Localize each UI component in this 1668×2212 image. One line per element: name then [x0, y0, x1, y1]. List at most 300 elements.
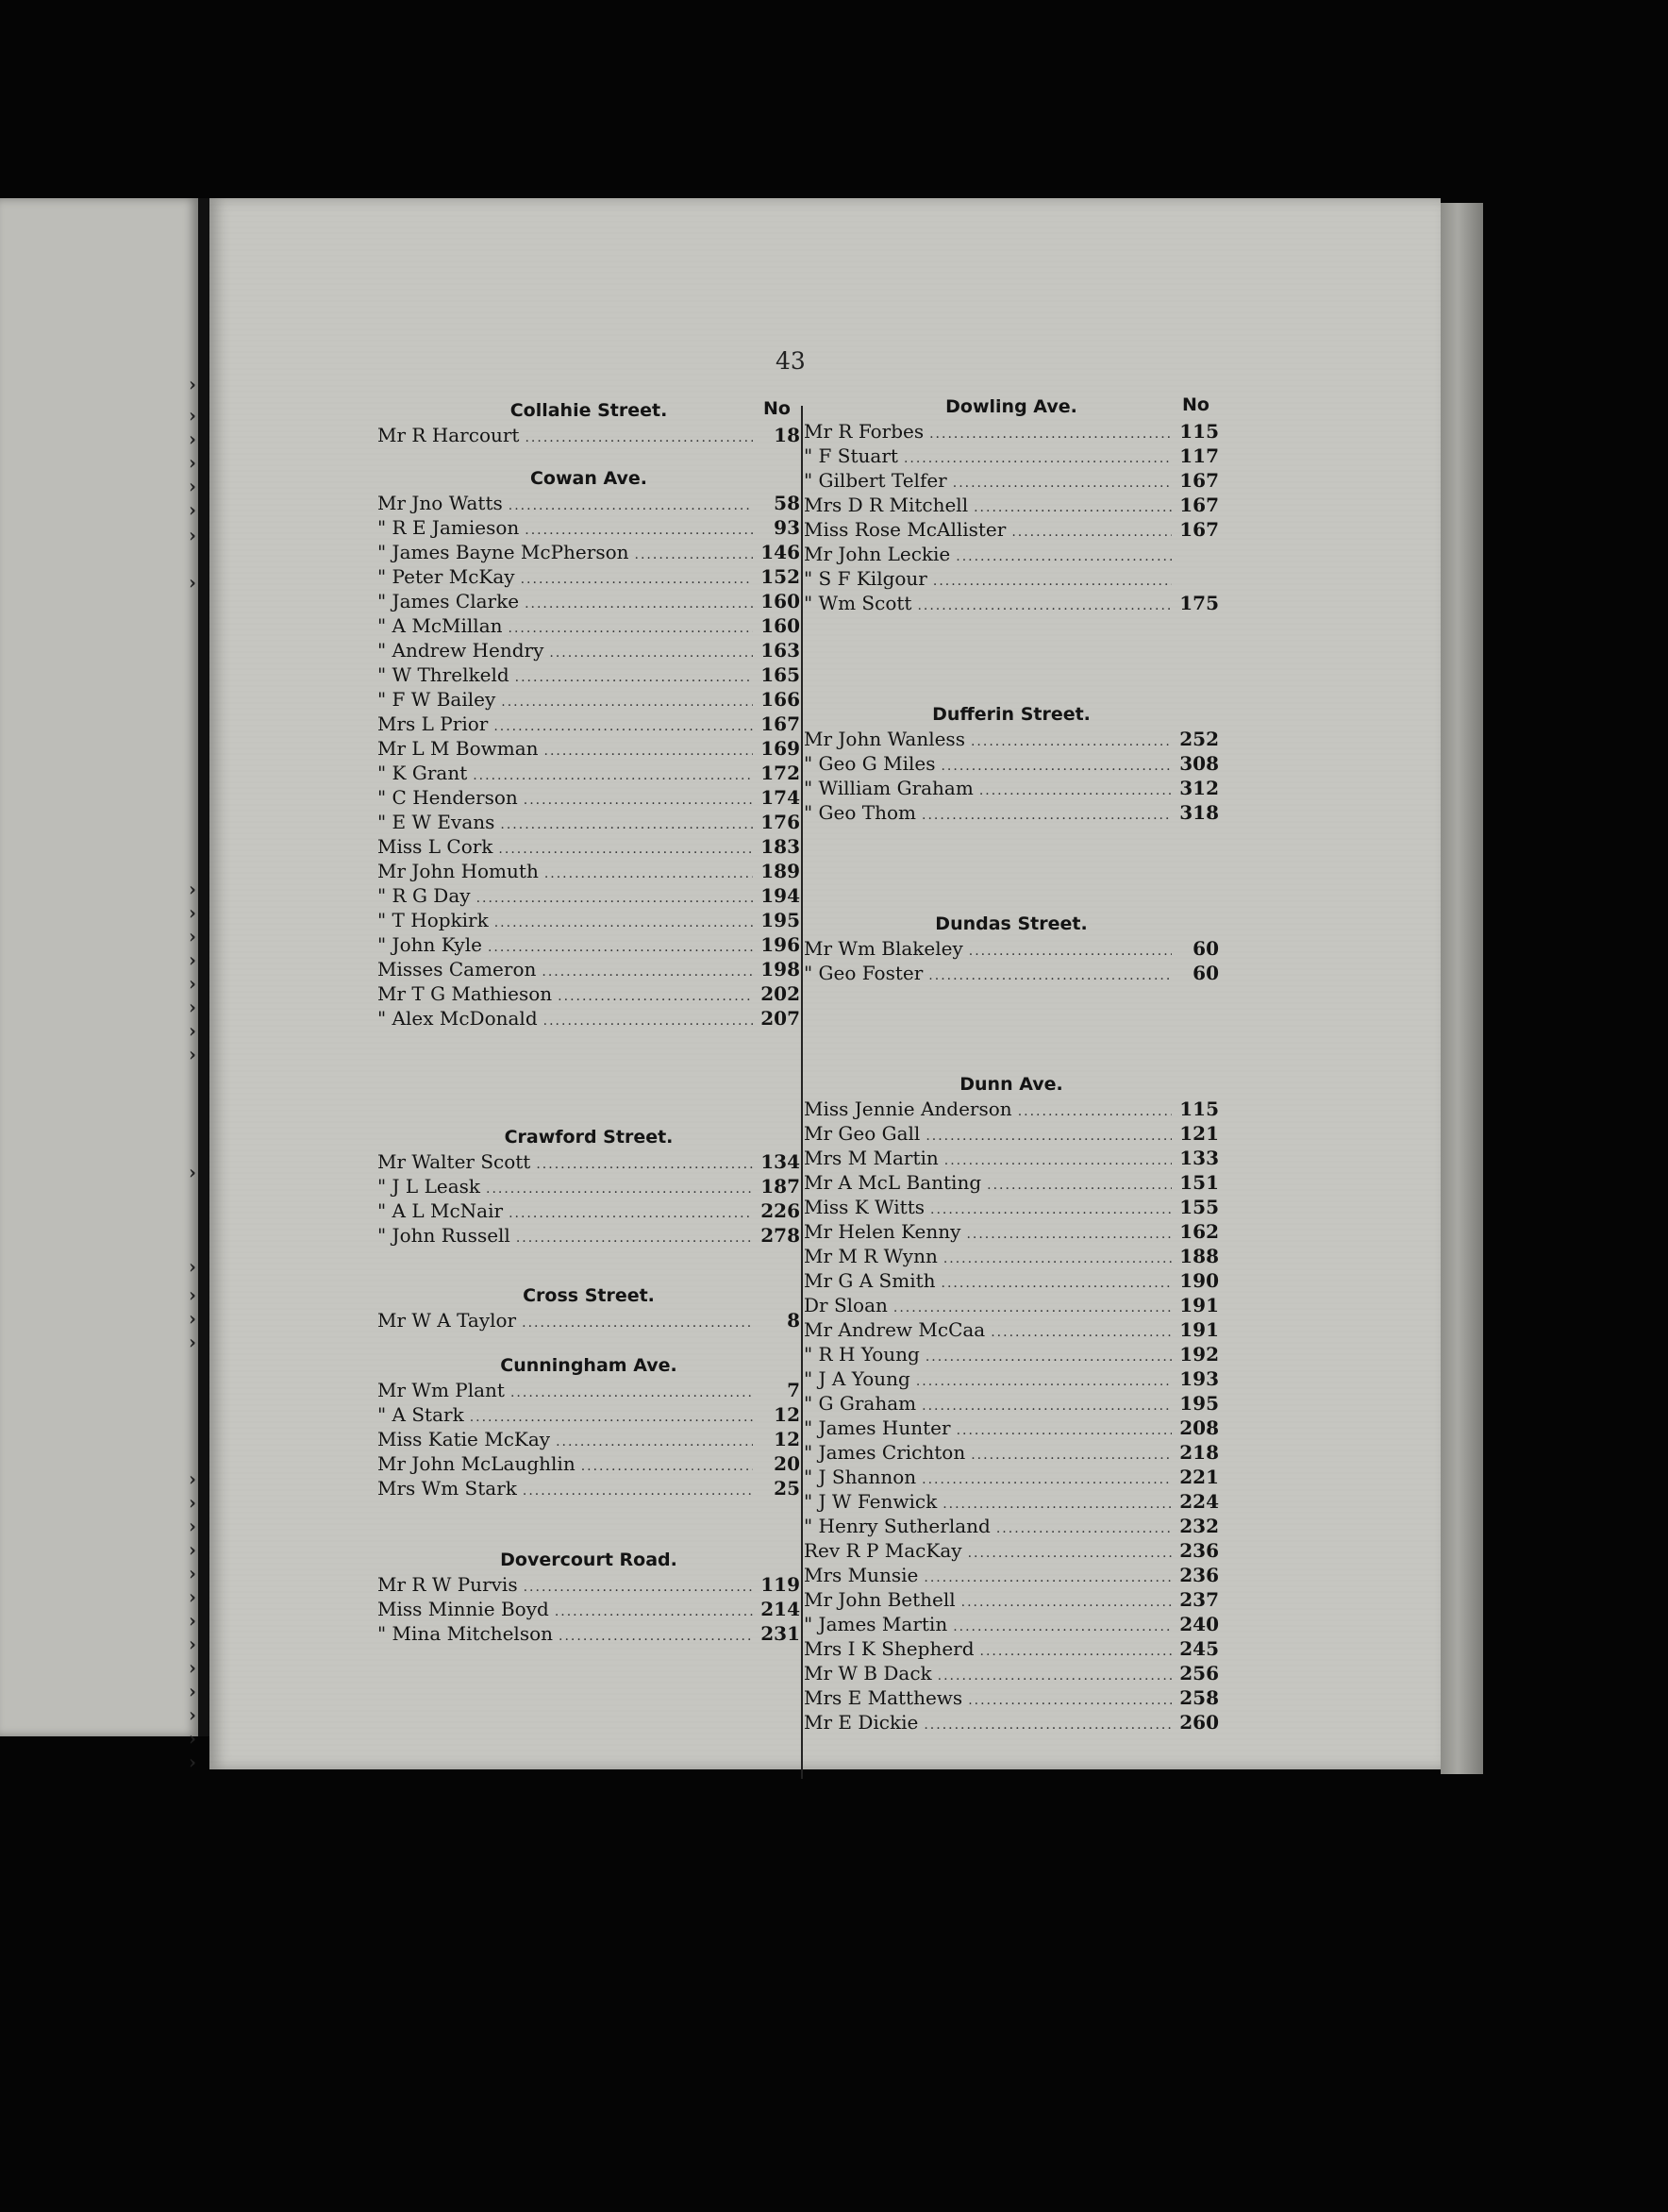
house-number: 7 [787, 1379, 800, 1401]
resident-name: " Geo Foster [804, 962, 924, 984]
resident-name: Mrs L Prior [377, 712, 489, 735]
resident-name: Mrs M Martin [804, 1147, 939, 1169]
house-number: 245 [1179, 1637, 1219, 1660]
leader-dots [543, 1009, 753, 1031]
house-number: 208 [1179, 1416, 1219, 1439]
directory-entry [804, 1146, 1219, 1170]
margin-mark: › [189, 1043, 196, 1065]
resident-name: Mr John Bethell [804, 1588, 956, 1611]
house-number: 175 [1179, 592, 1219, 614]
resident-name: " Andrew Hendry [377, 639, 544, 662]
leader-dots [929, 422, 1172, 444]
leader-dots [509, 494, 753, 515]
leader-dots [522, 1311, 753, 1332]
directory-entry [804, 1268, 1219, 1293]
resident-name: " A Stark [377, 1403, 464, 1426]
margin-mark: › [189, 1283, 196, 1306]
column-divider [801, 406, 803, 1779]
street-section [377, 398, 800, 447]
leader-dots [486, 1177, 753, 1198]
directory-entry [804, 1317, 1219, 1342]
house-number: 224 [1179, 1490, 1219, 1513]
street-heading: Cowan Ave. [529, 468, 648, 489]
leader-dots [544, 739, 754, 761]
resident-name: Mr R Forbes [804, 420, 925, 443]
resident-name: " William Graham [804, 777, 974, 799]
leader-dots [942, 1271, 1172, 1293]
house-number: 172 [760, 762, 800, 784]
resident-name: Mr Andrew McCaa [804, 1318, 986, 1341]
resident-name: Mr Jno Watts [377, 492, 503, 514]
resident-name: Miss Minnie Boyd [377, 1598, 549, 1620]
resident-name: Mr G A Smith [804, 1269, 936, 1292]
resident-name: " C Henderson [377, 786, 518, 809]
leader-dots [979, 779, 1172, 800]
leader-dots [904, 446, 1172, 468]
margin-mark: › [189, 1491, 196, 1514]
resident-name: Mrs D R Mitchell [804, 494, 969, 516]
leader-dots [996, 1517, 1172, 1538]
resident-name: Mr John Homuth [377, 860, 539, 882]
house-number: 163 [760, 639, 800, 662]
resident-name: Mr E Dickie [804, 1711, 919, 1734]
resident-name: " James Clarke [377, 590, 520, 612]
directory-entry [377, 1006, 800, 1031]
leader-dots [926, 1345, 1172, 1366]
leader-dots [969, 939, 1172, 961]
leader-dots [922, 803, 1172, 825]
directory-entry [377, 883, 800, 908]
directory-entry [377, 1308, 800, 1332]
house-number: 188 [1179, 1245, 1219, 1267]
margin-mark: › [189, 1019, 196, 1042]
leader-dots [938, 1664, 1172, 1685]
resident-name: " J L Leask [377, 1175, 480, 1198]
directory-entry [377, 761, 800, 785]
leader-dots [525, 426, 753, 447]
resident-name: " James Bayne McPherson [377, 541, 629, 563]
directory-entry [804, 1170, 1219, 1195]
street-section [804, 394, 1219, 615]
margin-mark: › [189, 1562, 196, 1584]
directory-entry [377, 1198, 800, 1223]
house-number: 18 [774, 424, 800, 446]
directory-entry [804, 1219, 1219, 1244]
resident-name: Misses Cameron [377, 958, 537, 980]
street-section [377, 1283, 800, 1332]
house-number: 193 [1179, 1367, 1219, 1390]
margin-mark: › [189, 1727, 196, 1750]
margin-mark: › [189, 878, 196, 900]
directory-entry [377, 908, 800, 932]
leader-dots [525, 592, 753, 613]
resident-name: Miss Rose McAllister [804, 518, 1007, 541]
page-edge-stack [1441, 203, 1483, 1774]
leader-dots [980, 1639, 1172, 1661]
leader-dots [494, 911, 753, 932]
directory-entry [377, 1597, 800, 1621]
margin-mark: › [189, 1585, 196, 1608]
resident-name: Mrs I K Shepherd [804, 1637, 975, 1660]
house-number: 167 [1179, 518, 1219, 541]
directory-entry [377, 1427, 800, 1451]
resident-name: Mr T G Mathieson [377, 982, 553, 1005]
directory-entry [377, 1174, 800, 1198]
directory-entry [377, 638, 800, 662]
house-number: 155 [1179, 1196, 1219, 1218]
leader-dots [542, 960, 753, 981]
directory-entry [804, 1244, 1219, 1268]
leader-dots [488, 935, 753, 957]
house-number: 115 [1179, 420, 1219, 443]
margin-mark: › [189, 524, 196, 546]
margin-mark: › [189, 1538, 196, 1561]
house-number: 308 [1179, 752, 1219, 775]
directory-entry [804, 800, 1219, 825]
leader-dots [924, 1713, 1172, 1734]
resident-name: " Henry Sutherland [804, 1515, 991, 1537]
facing-page-margin-marks [183, 198, 196, 1773]
directory-entry [804, 776, 1219, 800]
leader-dots [893, 1296, 1172, 1317]
resident-name: Mr John Wanless [804, 728, 965, 750]
resident-name: " R G Day [377, 884, 471, 907]
leader-dots [953, 471, 1172, 493]
house-number: 58 [774, 492, 800, 514]
leader-dots [509, 1201, 753, 1223]
resident-name: Mrs Wm Stark [377, 1477, 517, 1500]
directory-entry [804, 419, 1219, 444]
house-number: 12 [774, 1428, 800, 1450]
leader-dots [524, 788, 753, 810]
number-column-header: No [763, 398, 791, 419]
leader-dots [524, 1575, 753, 1597]
leader-dots [635, 543, 753, 564]
house-number: 169 [760, 737, 800, 760]
house-number: 226 [760, 1199, 800, 1222]
street-heading: Cunningham Ave. [500, 1355, 677, 1376]
resident-name: Mr Wm Plant [377, 1379, 505, 1401]
number-column-header: No [1182, 394, 1209, 415]
resident-name: Mrs E Matthews [804, 1686, 963, 1709]
directory-entry [804, 727, 1219, 751]
margin-mark: › [189, 1609, 196, 1632]
house-number: 231 [760, 1622, 800, 1645]
resident-name: Mr A McL Banting [804, 1171, 982, 1194]
leader-dots [943, 1247, 1172, 1268]
house-number: 174 [760, 786, 800, 809]
resident-name: " G Graham [804, 1392, 917, 1415]
margin-mark: › [189, 1331, 196, 1353]
house-number: 20 [774, 1452, 800, 1475]
house-number: 162 [1179, 1220, 1219, 1243]
resident-name: Miss Jennie Anderson [804, 1098, 1012, 1120]
directory-entry [377, 1621, 800, 1646]
leader-dots [916, 1369, 1172, 1391]
directory-entry [377, 932, 800, 957]
resident-name: Mr Helen Kenny [804, 1220, 961, 1243]
resident-name: Mr John Leckie [804, 543, 951, 565]
margin-mark: › [189, 451, 196, 474]
margin-mark: › [189, 1515, 196, 1537]
directory-entry [804, 1710, 1219, 1734]
leader-dots [549, 641, 753, 662]
leader-dots [968, 1688, 1172, 1710]
directory-entry [377, 1378, 800, 1402]
leader-dots [523, 1479, 753, 1500]
house-number: 192 [1179, 1343, 1219, 1366]
directory-entry [804, 517, 1219, 542]
house-number: 191 [1179, 1318, 1219, 1341]
leader-dots [928, 964, 1172, 985]
house-number: 194 [760, 884, 800, 907]
directory-entry [377, 423, 800, 447]
house-number: 198 [760, 958, 800, 980]
directory-entry [377, 564, 800, 589]
directory-entry [804, 591, 1219, 615]
street-heading: Dundas Street. [935, 913, 1088, 934]
directory-entry [804, 1293, 1219, 1317]
house-number: 214 [760, 1598, 800, 1620]
resident-name: Mr R Harcourt [377, 424, 520, 446]
leader-dots [493, 714, 753, 736]
directory-entry [377, 613, 800, 638]
house-number: 278 [760, 1224, 800, 1247]
resident-name: " T Hopkirk [377, 909, 489, 931]
directory-entry [377, 662, 800, 687]
resident-name: Rev R P MacKay [804, 1539, 962, 1562]
resident-name: " F W Bailey [377, 688, 496, 711]
margin-mark: › [189, 427, 196, 450]
leader-dots [509, 616, 753, 638]
directory-entry [804, 936, 1219, 961]
directory-entry [804, 1391, 1219, 1416]
directory-entry [804, 1366, 1219, 1391]
resident-name: " J Shannon [804, 1466, 917, 1488]
directory-entry [377, 1451, 800, 1476]
resident-name: " James Martin [804, 1613, 948, 1635]
leader-dots [510, 1381, 753, 1402]
house-number: 167 [1179, 494, 1219, 516]
margin-mark: › [189, 1255, 196, 1278]
street-heading: Dovercourt Road. [500, 1550, 677, 1570]
directory-entry [377, 859, 800, 883]
street-heading: Dowling Ave. [945, 396, 1077, 417]
leader-dots [922, 1467, 1172, 1489]
leader-dots [917, 594, 1172, 615]
leader-dots [926, 1124, 1172, 1146]
house-number: 236 [1179, 1564, 1219, 1586]
resident-name: " James Hunter [804, 1416, 951, 1439]
directory-entry [377, 491, 800, 515]
leader-dots [470, 1405, 753, 1427]
leader-dots [944, 1148, 1172, 1170]
directory-entry [377, 589, 800, 613]
directory-entry [804, 1587, 1219, 1612]
house-number: 166 [760, 688, 800, 711]
resident-name: " A L McNair [377, 1199, 504, 1222]
house-number: 237 [1179, 1588, 1219, 1611]
resident-name: " James Crichton [804, 1441, 966, 1464]
resident-name: " Alex McDonald [377, 1007, 538, 1030]
margin-mark: › [189, 901, 196, 924]
leader-dots [961, 1590, 1172, 1612]
street-heading: Crawford Street. [504, 1127, 674, 1148]
leader-dots [953, 1615, 1172, 1636]
house-number: 151 [1179, 1171, 1219, 1194]
margin-mark: › [189, 1751, 196, 1773]
directory-entry [377, 1149, 800, 1174]
resident-name: " K Grant [377, 762, 468, 784]
directory-entry [804, 1097, 1219, 1121]
directory-entry [804, 1489, 1219, 1514]
house-number: 121 [1179, 1122, 1219, 1145]
directory-entry [804, 1514, 1219, 1538]
resident-name: Mr Geo Gall [804, 1122, 921, 1145]
resident-name: " John Russell [377, 1224, 510, 1247]
directory-entry [377, 834, 800, 859]
margin-mark: › [189, 948, 196, 971]
house-number: 202 [760, 982, 800, 1005]
directory-entry [804, 961, 1219, 985]
resident-name: " J W Fenwick [804, 1490, 938, 1513]
leader-dots [957, 1418, 1172, 1440]
house-number: 25 [774, 1477, 800, 1500]
leader-dots [544, 862, 753, 883]
leader-dots [476, 886, 753, 908]
street-heading: Cross Street. [523, 1285, 655, 1306]
margin-mark: › [189, 996, 196, 1018]
directory-entry [377, 785, 800, 810]
resident-name: " John Kyle [377, 933, 482, 956]
directory-entry [804, 542, 1219, 566]
directory-entry [804, 1121, 1219, 1146]
directory-entry [377, 810, 800, 834]
house-number: 183 [760, 835, 800, 858]
resident-name: " J A Young [804, 1367, 910, 1390]
resident-name: Miss Katie McKay [377, 1428, 551, 1450]
resident-name: " R H Young [804, 1343, 920, 1366]
house-number: 176 [760, 811, 800, 833]
resident-name: " Wm Scott [804, 592, 912, 614]
directory-entry [377, 957, 800, 981]
resident-name: Mr Wm Blakeley [804, 937, 963, 960]
resident-name: Mr W A Taylor [377, 1309, 517, 1332]
street-heading: Dunn Ave. [959, 1074, 1063, 1095]
directory-entry [804, 1342, 1219, 1366]
leader-dots [1018, 1099, 1172, 1121]
leader-dots [501, 690, 753, 712]
directory-entry [804, 468, 1219, 493]
street-section [804, 1072, 1219, 1734]
leader-dots [515, 665, 753, 687]
directory-entry [804, 751, 1219, 776]
directory-entry [377, 1572, 800, 1597]
street-section [804, 912, 1219, 985]
margin-mark: › [189, 1161, 196, 1183]
leader-dots [558, 984, 753, 1006]
margin-mark: › [189, 1633, 196, 1655]
leader-dots [1011, 520, 1172, 542]
directory-entry [804, 566, 1219, 591]
resident-name: Mrs Munsie [804, 1564, 919, 1586]
house-number: 187 [760, 1175, 800, 1198]
directory-entry [804, 1465, 1219, 1489]
directory-entry [804, 444, 1219, 468]
directory-entry [377, 515, 800, 540]
leader-dots [941, 754, 1172, 776]
resident-name: " A McMillan [377, 614, 503, 637]
street-section [377, 1353, 800, 1500]
margin-mark: › [189, 498, 196, 521]
directory-entry [377, 1223, 800, 1248]
directory-entry [804, 1636, 1219, 1661]
resident-name: " Peter McKay [377, 565, 515, 588]
margin-mark: › [189, 404, 196, 427]
house-number: 256 [1179, 1662, 1219, 1684]
margin-mark: › [189, 1656, 196, 1679]
house-number: 236 [1179, 1539, 1219, 1562]
house-number: 152 [760, 565, 800, 588]
house-number: 160 [760, 614, 800, 637]
directory-entry [804, 493, 1219, 517]
leader-dots [521, 567, 753, 589]
resident-name: " S F Kilgour [804, 567, 927, 590]
resident-name: Miss L Cork [377, 835, 493, 858]
resident-name: Dr Sloan [804, 1294, 888, 1316]
leader-dots [498, 837, 753, 859]
house-number: 221 [1179, 1466, 1219, 1488]
resident-name: Mr R W Purvis [377, 1573, 518, 1596]
leader-dots [987, 1173, 1172, 1195]
house-number: 167 [760, 712, 800, 735]
house-number: 240 [1179, 1613, 1219, 1635]
directory-entry [377, 712, 800, 736]
leader-dots [525, 518, 753, 540]
house-number: 195 [1179, 1392, 1219, 1415]
house-number: 119 [760, 1573, 800, 1596]
margin-mark: › [189, 972, 196, 995]
directory-entry [804, 1661, 1219, 1685]
leader-dots [956, 545, 1172, 566]
leader-dots [933, 569, 1172, 591]
resident-name: " E W Evans [377, 811, 495, 833]
directory-entry [377, 540, 800, 564]
leader-dots [556, 1430, 753, 1451]
house-number: 207 [760, 1007, 800, 1030]
directory-entry [804, 1612, 1219, 1636]
directory-entry [804, 1195, 1219, 1219]
house-number: 196 [760, 933, 800, 956]
directory-entry [377, 981, 800, 1006]
house-number: 8 [787, 1309, 800, 1332]
house-number: 318 [1179, 801, 1219, 824]
directory-entry [804, 1416, 1219, 1440]
resident-name: Mr John McLaughlin [377, 1452, 575, 1475]
margin-mark: › [189, 1307, 196, 1330]
house-number: 195 [760, 909, 800, 931]
house-number: 115 [1179, 1098, 1219, 1120]
leader-dots [536, 1152, 753, 1174]
directory-entry [377, 687, 800, 712]
leader-dots [500, 813, 753, 834]
resident-name: Mr W B Dack [804, 1662, 932, 1684]
resident-name: " Geo G Miles [804, 752, 936, 775]
directory-entry [804, 1440, 1219, 1465]
house-number: 167 [1179, 469, 1219, 492]
directory-entry [377, 1476, 800, 1500]
house-number: 117 [1179, 444, 1219, 467]
